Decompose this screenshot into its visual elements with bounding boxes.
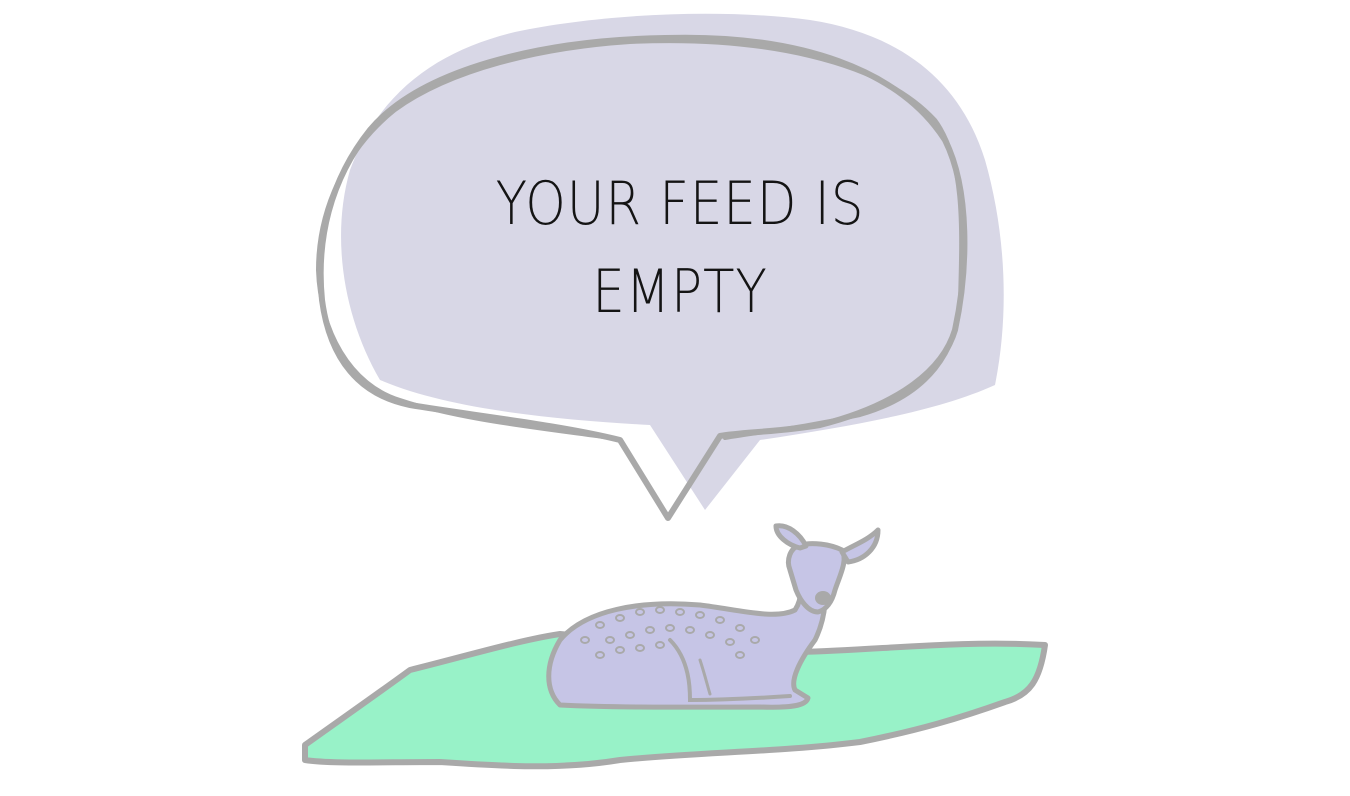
fawn-right-ear — [842, 530, 878, 562]
fawn-body — [549, 560, 826, 707]
empty-feed-message-line-2: EMPTY — [592, 257, 768, 327]
fawn-left-ear — [776, 526, 806, 548]
empty-feed-message — [465, 160, 895, 336]
fawn-nose — [815, 591, 831, 605]
empty-feed-message-line-1: YOUR FEED IS — [495, 169, 865, 239]
